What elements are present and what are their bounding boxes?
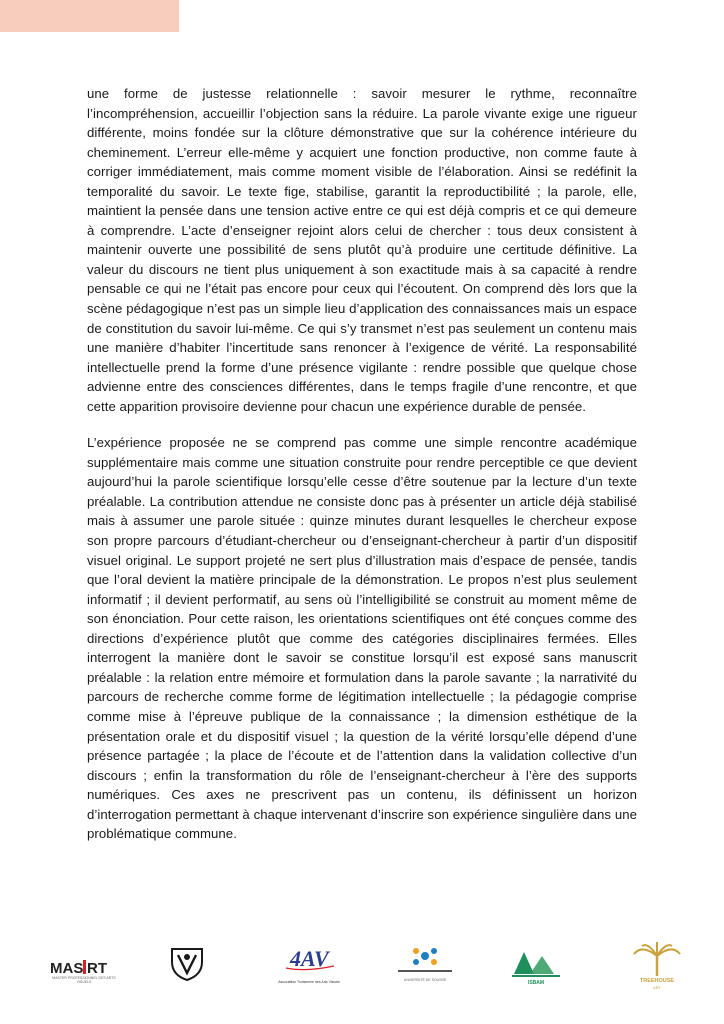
isbam-caption: ISBAM bbox=[527, 980, 545, 986]
university-logo bbox=[392, 942, 458, 990]
university-caption: UNIVERSITÉ DE SOUSSE bbox=[403, 978, 447, 982]
svg-text:RT: RT bbox=[87, 960, 107, 976]
shield-emblem-logo bbox=[170, 946, 204, 982]
paragraph-2: L’expérience proposée ne se comprend pas comme une simple rencontre académique supplémentaire mais comme une situation construite pour rendre perceptible ce que devient aujourd’hui la parole scientifique lorsqu’elle cesse d’être soutenue par la lecture d’un texte préalable. La contribution attendue ne consiste donc pas à présenter un article déjà stabilisé mais à assumer une parole située : quinze minutes durant lesquelles le chercheur expose son propre parcours d’étudiant-chercheur ou d’enseignant-chercheur à partir d’un dispositif visuel original. Le support projeté ne sert plus d’illustration mais d’espace de pensée, tandis que l’oral devient la matière principale de la démonstration. Le propos n’est plus seulement informatif ; il devient performatif, au sens où l’intelligibilité se construit au moment même de son énonciation. Pour cette raison, les orientations scientifiques ont été conçues comme des directions d’expérience plutôt que comme des catégories disciplinaires fermées. Elles interrogent la manière dont le savoir se constitue lorsqu’il est exposé sans manuscrit préalable : la relation entre mémoire et formulation dans la parole savante ; la narrativité du parcours de recherche comme forme de légitimation intellectuelle ; la pédagogie comprise comme mise à l’épreuve publique de la connaissance ; la dimension esthétique de la présentation orale et du dispositif visuel ; la question de la vérité lorsqu’elle dépend d’une présence partagée ; la place de l’écoute et de l’attention dans la validation collective d’un discours ; enfin la transformation du rôle de l’enseignant-chercheur à l’ère des supports numériques. Ces axes ne prescrivent pas un contenu, ils définissent un horizon d’interrogation permettant à chaque intervenant d’inscrire son expérience singulière dans une problématique commune. bbox=[87, 435, 637, 842]
corner-tab bbox=[0, 0, 179, 32]
masart-logo bbox=[50, 958, 118, 984]
isbam-logo bbox=[508, 946, 564, 990]
atav-logo bbox=[276, 944, 342, 990]
treehouse-caption: ART bbox=[653, 985, 661, 990]
treehouse-name: TREEHOUSE bbox=[639, 978, 675, 984]
masart-caption: MASTER PROFESSIONNEL DES ARTS VISUELS bbox=[52, 976, 116, 984]
atav-caption: Association Tunisienne des Arts Visuels bbox=[278, 980, 340, 984]
svg-text:4AV: 4AV bbox=[290, 946, 329, 971]
document-body bbox=[87, 84, 637, 861]
paragraph-1: une forme de justesse relationnelle : savoir mesurer le rythme, reconnaître l’incompréhension, accueillir l’objection sans la réduire. La parole vivante exige une rigueur différente, moins fondée sur la clôture démonstrative que sur la cohérence intérieure du cheminement. L’erreur elle-même y acquiert une fonction productive, non comme faute à corriger immédiatement, mais comme moment visible de l’élaboration. Ainsi se redéfinit la temporalité du savoir. Le texte fige, stabilise, garantit la reproductibilité ; la parole, elle, maintient la pensée dans une tension active entre ce qui est déjà compris et ce qui demeure à comprendre. L’acte d’enseigner rejoint alors celui de chercher : tous deux consistent à maintenir ouverte une possibilité de sens plutôt qu’à produire une certitude définitive. La valeur du discours ne tient plus uniquement à son exactitude mais à sa capacité à rendre pensable ce qui ne l’était pas encore pour ceux qui l’écoutent. On comprend dès lors que la scène pédagogique n’est pas un simple lieu d’application des connaissances mais un espace de constitution du savoir lui-même. Ce qui s’y transmet n’est pas seulement un contenu mais une manière d’habiter l’incertitude sans renoncer à l’exigence de vérité. La responsabilité intellectuelle prend la forme d’une présence vigilante : rendre possible que quelque chose advienne entre des consciences différentes, dans le temps fragile d’une rencontre, et que cette apparition provisoire devienne pour chacun une expérience durable de pensée. bbox=[87, 86, 637, 414]
footer-logos bbox=[0, 940, 724, 1000]
treehouse-logo bbox=[628, 940, 686, 996]
svg-text:MAS: MAS bbox=[50, 960, 84, 976]
